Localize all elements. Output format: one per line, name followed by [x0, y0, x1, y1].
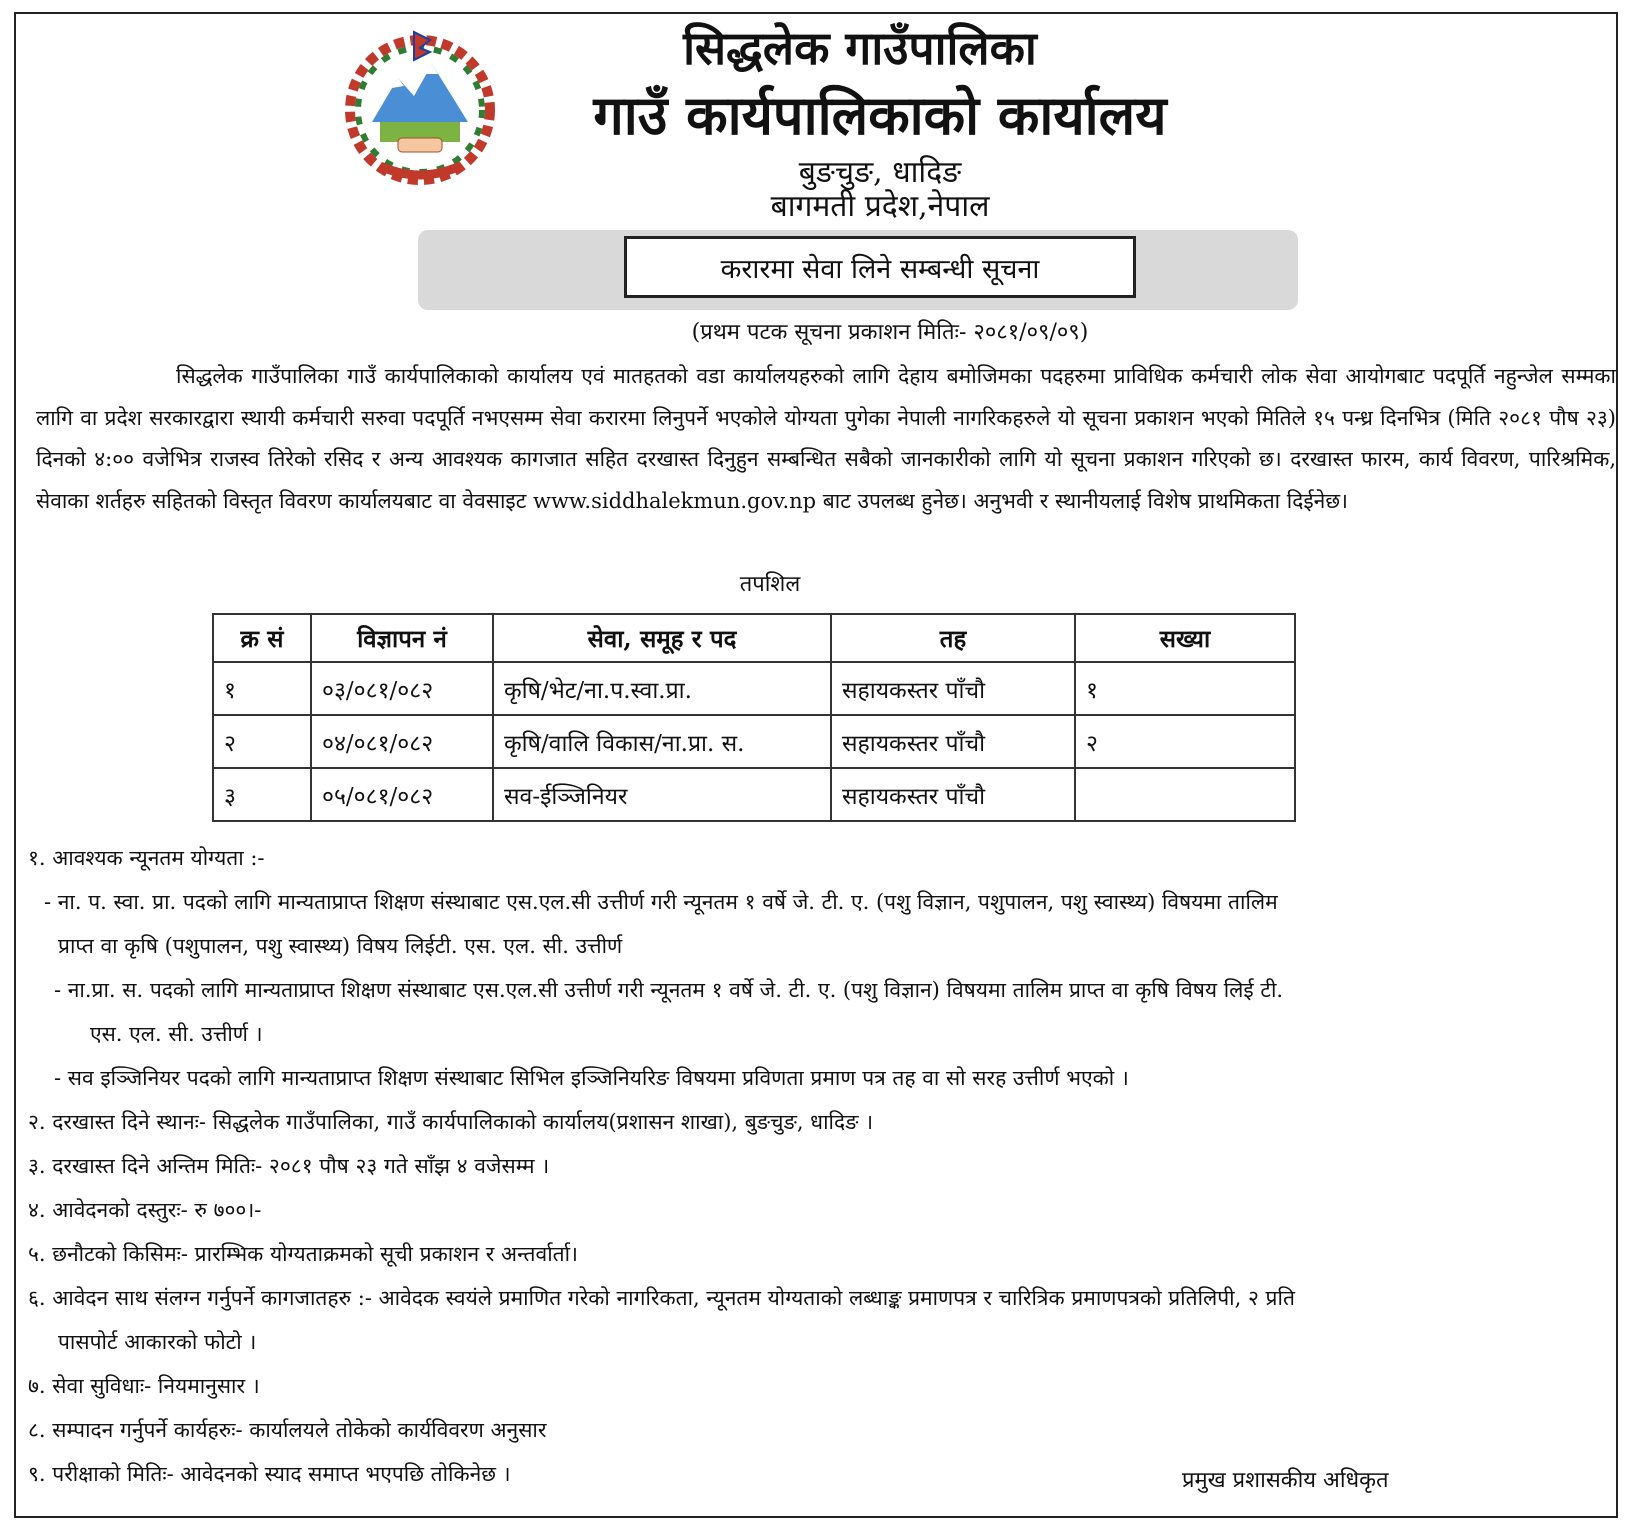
address-line-2: बागमती प्रदेश,नेपाल [770, 189, 990, 224]
table-caption: तपशिल [739, 572, 801, 597]
requirement-1-title: १. आवश्यक न्यूनतम योग्यता :- [28, 846, 265, 870]
cell-level: सहायकस्तर पाँचौ [831, 768, 1075, 821]
requirement-4: ४. आवेदनको दस्तुरः- रु ७००।- [28, 1198, 262, 1222]
cell-ad-number: ०४/०८१/०८२ [311, 715, 493, 768]
cell-ad-number: ०३/०८१/०८२ [311, 662, 493, 715]
cell-post: सव-ईञ्जिनियर [493, 768, 831, 821]
requirement-7: ७. सेवा सुविधाः- नियमानुसार । [28, 1374, 260, 1398]
nepal-government-emblem-icon [340, 26, 500, 186]
cell-level: सहायकस्तर पाँचौ [831, 715, 1075, 768]
cell-ad-number: ०५/०८१/०८२ [311, 768, 493, 821]
address-line-1: बुङचुङ, धादिङ [798, 155, 962, 190]
header-count: सख्या [1075, 614, 1295, 662]
header-ad-number: विज्ञापन नं [311, 614, 493, 662]
municipality-name: सिद्धलेक गाउँपालिका [683, 21, 1037, 75]
requirement-1-a: - ना. प. स्वा. प्रा. पदको लागि मान्यताप्राप्त शिक्षण संस्थाबाट एस.एल.सी उत्तीर्ण गरी न्यूनतम १ वर्षे जे. टी. ए. (पशु विज्ञान, पशुपालन, पशु स्वास्थ्य) विषयमा तालिम [44, 890, 1278, 914]
cell-post: कृषि/भेट/ना.प.स्वा.प्रा. [493, 662, 831, 715]
requirement-5: ५. छनौटको किसिमः- प्रारम्भिक योग्यताक्रमको सूची प्रकाशन र अन्तर्वार्ता। [28, 1242, 579, 1266]
notice-banner [418, 230, 1298, 310]
cell-serial: २ [213, 715, 311, 768]
requirement-6-cont: पासपोर्ट आकारको फोटो । [58, 1330, 257, 1354]
header-service-group-post: सेवा, समूह र पद [493, 614, 831, 662]
cell-count: १ [1075, 662, 1295, 715]
header-level: तह [831, 614, 1075, 662]
requirement-1-b: - ना.प्रा. स. पदको लागि मान्यताप्राप्त शिक्षण संस्थाबाट एस.एल.सी उत्तीर्ण गरी न्यूनतम १ वर्षे जे. टी. ए. (पशु विज्ञान) विषयमा तालिम प्राप्त वा कृषि विषय लिई टी. [54, 978, 1284, 1002]
publish-date: (प्रथम पटक सूचना प्रकाशन मितिः- २०८१/०९/०९) [691, 320, 1089, 345]
requirement-9: ९. परीक्षाको मितिः- आवेदनको स्याद समाप्त भएपछि तोकिनेछ । [28, 1462, 511, 1486]
vacancy-table [212, 613, 1296, 822]
signatory-title: प्रमुख प्रशासकीय अधिकृत [1182, 1468, 1389, 1493]
requirement-3: ३. दरखास्त दिने अन्तिम मितिः- २०८१ पौष २३ गते साँझ ४ वजेसम्म । [28, 1154, 550, 1178]
requirement-8: ८. सम्पादन गर्नुपर्ने कार्यहरुः- कार्यालयले तोकेको कार्यविवरण अनुसार [28, 1418, 547, 1442]
cell-level: सहायकस्तर पाँचौ [831, 662, 1075, 715]
intro-paragraph: सिद्धलेक गाउँपालिका गाउँ कार्यपालिकाको कार्यालय एवं मातहतको वडा कार्यालयहरुको लागि देहाय बमोजिमका पदहरुमा प्राविधिक कर्मचारी लोक सेवा आयोगबाट पदपूर्ति नहुन्जेल सम्मका लागि वा प्रदेश सरकारद्वारा स्थायी कर्मचारी सरुवा पदपूर्ति नभएसम्म सेवा करारमा लिनुपर्ने भएकोले योग्यता पुगेका नेपाली नागरिकहरुले यो सूचना प्रकाशन भएको मितिले १५ पन्ध्र दिनभित्र (मिति २०८१ पौष २३) दिनको ४:०० वजेभित्र राजस्व तिरेको रसिद र अन्य आवश्यक कागजात सहित दरखास्त दिनुहुन सम्बन्धित सबैको जानकारीको लागि यो सूचना प्रकाशन गरिएको छ। दरखास्त फारम, कार्य विवरण, पारिश्रमिक, सेवाका शर्तहरु सहितको विस्तृत विवरण कार्यालयबाट वा वेवसाइट www.siddhalekmun.gov.np बाट उपलब्ध हुनेछ। अनुभवी र स्थानीयलाई विशेष प्राथमिकता दिईनेछ। [36, 364, 1616, 513]
requirement-1-b-cont: एस. एल. सी. उत्तीर्ण । [90, 1022, 263, 1046]
table-row [213, 715, 1295, 768]
notice-heading: करारमा सेवा लिने सम्बन्धी सूचना [624, 236, 1136, 298]
cell-serial: ३ [213, 768, 311, 821]
table-header-row [213, 614, 1295, 662]
requirement-6: ६. आवेदन साथ संलग्न गर्नुपर्ने कागजातहरु :- आवेदक स्वयंले प्रमाणित गरेको नागरिकता, न्यूनतम योग्यताको लब्धाङ्क प्रमाणपत्र र चारित्रिक प्रमाणपत्रको प्रतिलिपी, २ प्रति [28, 1286, 1295, 1310]
requirement-1-a-cont: प्राप्त वा कृषि (पशुपालन, पशु स्वास्थ्य) विषय लिईटी. एस. एल. सी. उत्तीर्ण [58, 934, 623, 958]
office-name: गाउँ कार्यपालिकाको कार्यालय [593, 83, 1167, 147]
cell-count [1075, 768, 1295, 821]
requirements-list [28, 836, 1618, 1496]
cell-post: कृषि/वालि विकास/ना.प्रा. स. [493, 715, 831, 768]
table-row [213, 662, 1295, 715]
requirement-2: २. दरखास्त दिने स्थानः- सिद्धलेक गाउँपालिका, गाउँ कार्यपालिकाको कार्यालय(प्रशासन शाखा), बुङचुङ, धादिङ । [28, 1110, 874, 1134]
table-row [213, 768, 1295, 821]
requirement-1-c: - सव इञ्जिनियर पदको लागि मान्यताप्राप्त शिक्षण संस्थाबाट सिभिल इञ्जिनियरिङ विषयमा प्रविणता प्रमाण पत्र तह वा सो सरह उत्तीर्ण भएको । [54, 1066, 1129, 1090]
header-serial: क्र सं [213, 614, 311, 662]
cell-count: २ [1075, 715, 1295, 768]
cell-serial: १ [213, 662, 311, 715]
